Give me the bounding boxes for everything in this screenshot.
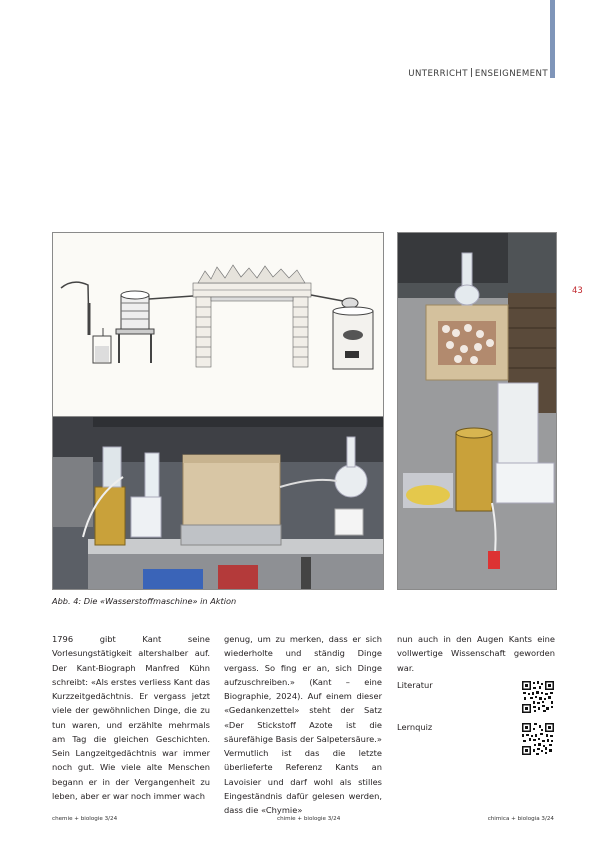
lernquiz-qr-code[interactable] [521, 722, 555, 756]
column-1-text: 1796 gibt Kant seine Vorlesungstätigkeit altershalber auf. Der Kant-Biograph Manfred Kühn schreibt: «Als erstes verliess Kant das Kurzzeitgedächtnis. Er vergass jetzt viele der gewöhnlichen Dinge, die zu tun waren, und erzählte mehrmals am Tag die gleichen Geschichten. Sein Langzeitgedächtnis war immer noch gut. Wie viele alte Menschen begann er in der Vergangenheit zu leben, aber er war noch immer wach [52, 634, 210, 801]
header-enseignement: ENSEIGNEMENT [474, 69, 548, 79]
text-column-3 [397, 632, 555, 675]
figure-caption: Abb. 4: Die «Wasserstoffmaschine» in Aktion [52, 596, 237, 606]
literatur-qr-code[interactable] [521, 680, 555, 714]
section-header [408, 68, 548, 79]
footer-left: chemie + biologie 3/24 [52, 816, 118, 822]
column-3-text: nun auch in den Augen Kants eine vollwertige Wissenschaft geworden war. [397, 634, 555, 673]
engraving-illustration [52, 232, 384, 417]
accent-bar [550, 0, 555, 78]
page-number: 43 [572, 286, 583, 296]
header-separator [471, 68, 472, 77]
literatur-label: Literatur [397, 680, 433, 690]
column-2-text: genug, um zu merken, dass er sich wiederholte und ständig Dinge vergass. So fing er an, sich Dinge aufzuschreiben.» (Kant – eine Biographie, 2024). Auf einem dieser «Gedankenzettel» steht der Satz «Der Stickstoff Azote ist die säurefähige Basis der Salpetersäure.» Vermutlich ist das die letzte überlieferte Referenz Kants an Lavoisier und darf wohl als stilles Eingeständnis dafür gelesen werden, dass die «Chymie» [224, 634, 382, 815]
lernquiz-label: Lernquiz [397, 722, 433, 732]
footer-right: chimica + biologia 3/24 [487, 816, 554, 822]
lab-photo-side [397, 232, 557, 590]
text-column-1 [52, 632, 210, 803]
footer-center: chimie + biologie 3/24 [277, 816, 341, 822]
text-column-2 [224, 632, 382, 817]
lab-photo-front [52, 416, 384, 590]
header-unterricht: UNTERRICHT [408, 69, 468, 79]
